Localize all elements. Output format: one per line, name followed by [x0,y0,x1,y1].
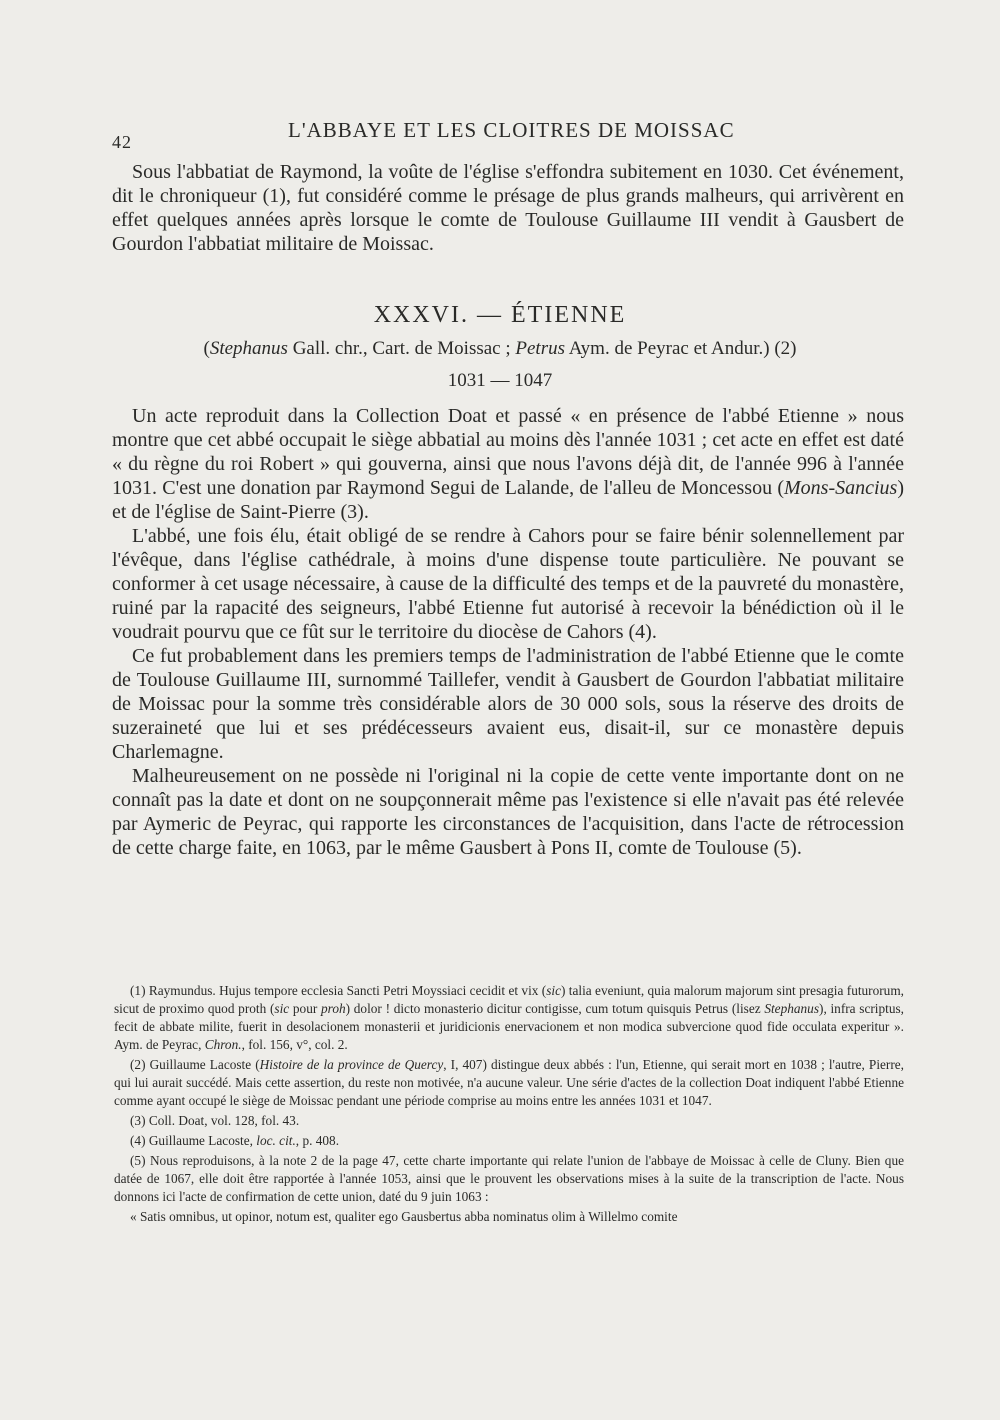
paragraph-1-text-a: Un acte reproduit dans la Collection Doat et passé « en présence de l'abbé Etienne » nous montre que cet abbé occupait le siège abbatial au moins dès l'année 1031 ; cet acte en effet est daté « du règne du roi Robert » qui gouverna, ainsi que nous l'avons déjà dit, de l'année 996 à l'année 1031. C'est une donation par Raymond Segui de Lalande, de l'alleu de Moncessou ( [112,405,904,499]
footnote-5: (5) Nous reproduisons, à la note 2 de la page 47, cette charte importante qui relate l'union de l'abbaye de Moissac à celle de Cluny. Bien que datée de 1067, elle doit être rapportée à l'année 1053, ainsi que le prouvent les observations mises à la suite de la transcription de l'acte. Nous donnons ici l'acte de confirmation de cette union, daté du 9 juin 1063 : [114,1153,904,1204]
footnote-4 [114,1132,904,1150]
subtitle-name-petrus: Petrus [515,338,565,359]
fn1-c: pour [289,1001,321,1016]
footnote-3: (3) Coll. Doat, vol. 128, fol. 43. [130,1113,300,1128]
section-subtitle [0,338,1000,360]
running-head [112,118,902,152]
section-heading: XXXVI. — ÉTIENNE [373,302,627,328]
subtitle-open: ( [203,338,210,359]
paragraph-1-text-b: ) et de l'église de Saint-Pierre (3). [112,477,904,523]
section-dates: 1031 — 1047 [447,370,553,391]
fn1-d: ) dolor ! dicto monasterio dicitur contigisse, cum totum quisquis Petrus (lisez [345,1001,765,1016]
fn1-proh: proh [321,1001,346,1016]
subtitle-name-stephanus: Stephanus [209,338,288,359]
fn4-b: , p. 408. [295,1133,340,1148]
footnote-2 [114,1056,904,1110]
fn1-chron: Chron. [204,1037,242,1052]
fn1-sic-1: sic [546,983,562,998]
paragraph-4: Malheureusement on ne possède ni l'original ni la copie de cette vente importante dont on ne connaît pas la date et dont on ne soupçonnerait même pas l'existence si elle n'avait pas été relevée par Aymeric de Peyrac, qui rapporte les circonstances de l'acquisition, dans l'acte de rétrocession de cette charge faite, en 1063, par le même Gausbert à Pons II, comte de Toulouse (5). [112,765,904,859]
paragraph-2: L'abbé, une fois élu, était obligé de se rendre à Cahors pour se faire bénir solennellement par l'évêque, dans l'église cathédrale, à moins d'une dispense toute particulière. Ne pouvant se conformer à cet usage nécessaire, à cause de la difficulté des temps et de la pauvreté du monastère, ruiné par la rapacité des seigneurs, l'abbé Etienne fut autorisé à recevoir la bénédiction où il le voudrait pourvu que ce fût sur le territoire du diocèse de Cahors (4). [112,525,904,643]
main-text [112,404,904,860]
fn1-stephanus: Stephanus [764,1001,820,1016]
paragraph-1 [112,404,904,524]
fn4-a: (4) Guillaume Lacoste, [130,1133,257,1148]
fn1-b: ) talia eveniunt, quia malorum majorum sint presagia futurorum, sicut de proximo quod proth ( [114,983,904,1016]
fn2-b: , I, 407) distingue deux abbés : l'un, Etienne, qui serait mort en 1038 ; l'autre, Pierre, qui lui aurait succédé. Mais cette assertion, du reste non motivée, n'a aucune valeur. Une série d'actes de la collection Doat indiquent l'abbé Etienne comme ayant occupé le siège de Moissac pendant une période comprise au moins entre les années 1031 et 1047. [114,1057,905,1108]
intro-paragraph-block [112,160,904,256]
running-title: L'ABBAYE ET LES CLOITRES DE MOISSAC [288,118,735,142]
fn2-title: Histoire de la province de Quercy [259,1057,444,1072]
fn1-sic-2: sic [274,1001,290,1016]
fn1-e: ), infra scriptus, fecit de abbate milite, fuerit in desolacionem monasterii et juridicionis enervacionem et non modica subvercione quod fide occulata experitur ». Aym. de Peyrac, [114,1001,904,1052]
fn1-f: , fol. 156, v°, col. 2. [241,1037,348,1052]
footnote-quote: « Satis omnibus, ut opinor, notum est, qualiter ego Gausbertus abba nominatus olim à Willelmo comite [130,1209,678,1224]
footnotes [114,982,904,1228]
footnote-1 [114,982,904,1054]
subtitle-text-1: Gall. chr., Cart. de Moissac ; [287,338,516,359]
page-number: 42 [112,132,132,152]
fn2-a: (2) Guillaume Lacoste ( [130,1057,260,1072]
fn1-a: (1) Raymundus. Hujus tempore ecclesia Sancti Petri Moyssiaci cecidit et vix ( [130,983,547,998]
subtitle-text-2: Aym. de Peyrac et Andur.) (2) [565,338,797,359]
intro-paragraph: Sous l'abbatiat de Raymond, la voûte de l'église s'effondra subitement en 1030. Cet événement, dit le chroniqueur (1), fut considéré comme le présage de plus grands malheurs, qui arrivèrent en effet quelques années après lorsque le comte de Toulouse Guillaume III vendit à Gausbert de Gourdon l'abbatiat militaire de Moissac. [112,161,904,255]
fn4-loc-cit: loc. cit. [256,1133,296,1148]
paragraph-1-latin: Mons-Sancius [784,477,898,499]
paragraph-3: Ce fut probablement dans les premiers temps de l'administration de l'abbé Etienne que le comte de Toulouse Guillaume III, surnommé Taillefer, vendit à Gausbert de Gourdon l'abbatiat militaire de Moissac pour la somme très considérable alors de 30 000 sols, sous la réserve des droits de suzeraineté que lui et ses prédécesseurs avaient eus, disait-il, sur ce monastère depuis Charlemagne. [112,645,904,763]
